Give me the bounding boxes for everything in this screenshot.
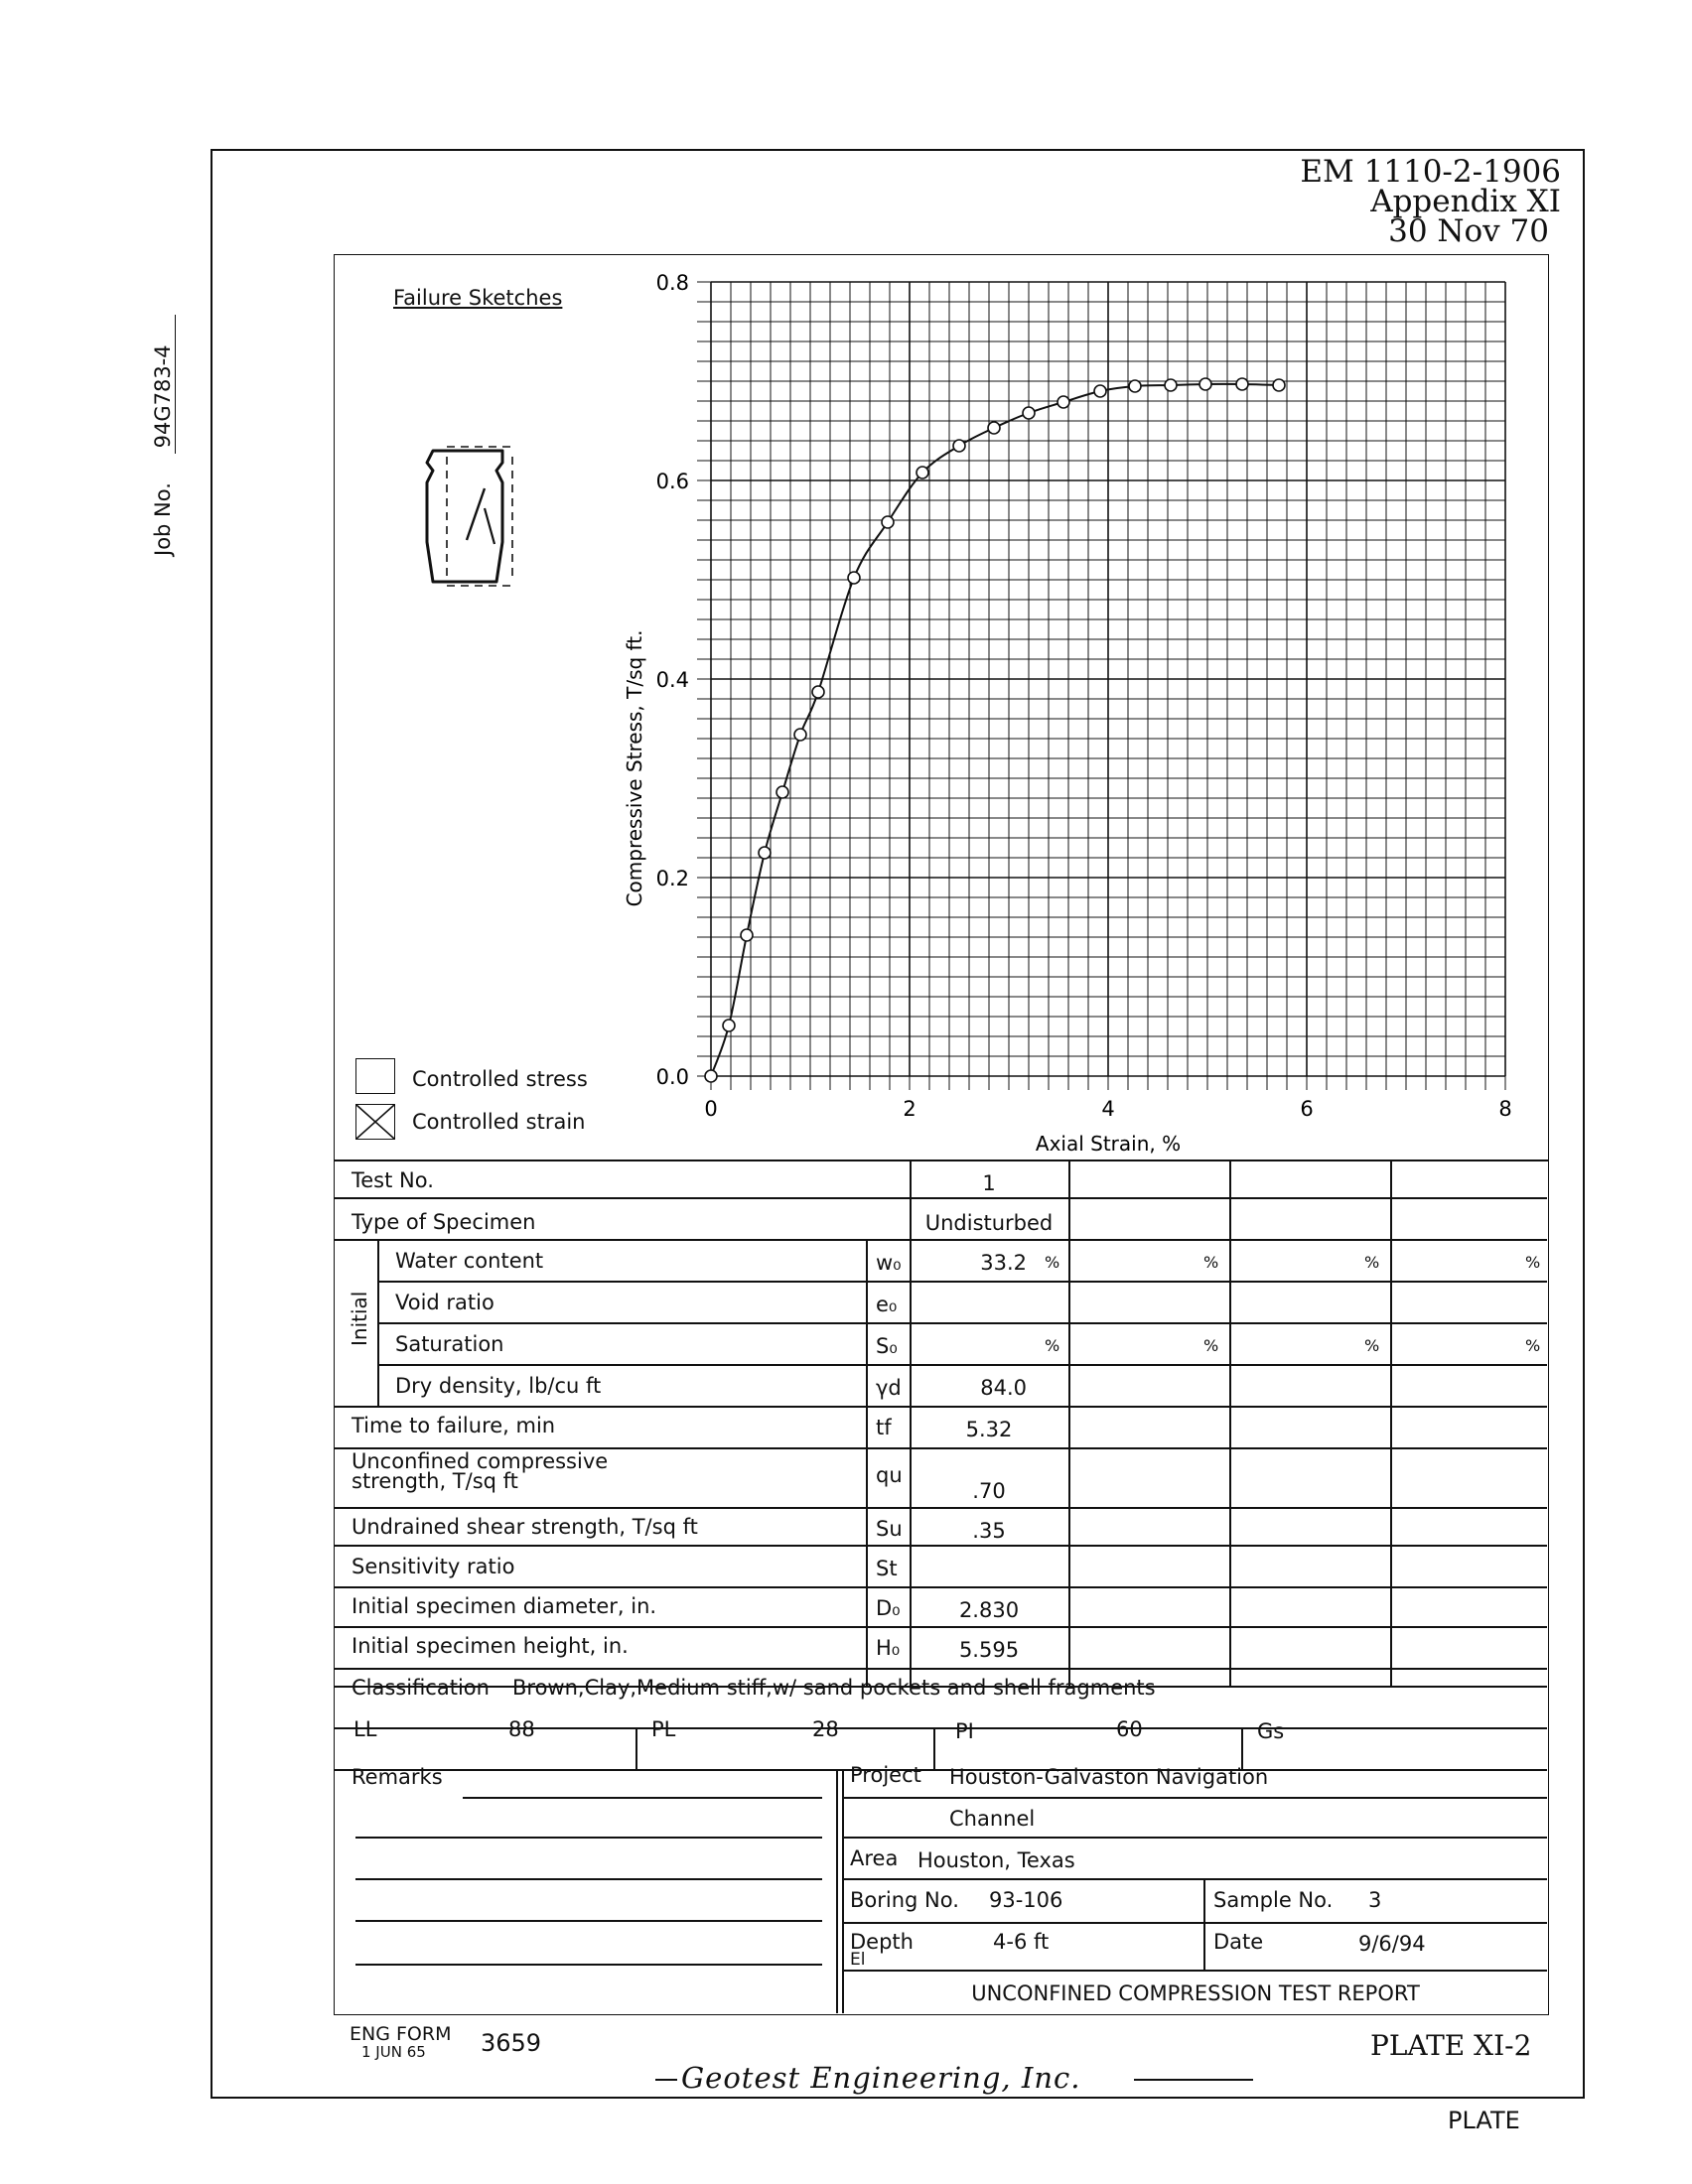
table-rule xyxy=(334,1197,1547,1199)
unit-percent: % xyxy=(1364,1336,1380,1355)
table-rule xyxy=(334,1545,1547,1547)
table-rule xyxy=(377,1281,1547,1283)
project-name-line2: Channel xyxy=(949,1807,1036,1831)
other-row-value: 2.830 xyxy=(958,1598,1020,1622)
data-point xyxy=(705,1070,717,1082)
initial-row-label: Water content xyxy=(395,1249,544,1273)
project-divider xyxy=(1203,1878,1205,1970)
project-rule xyxy=(844,1970,1547,1972)
other-row-symbol: D₀ xyxy=(876,1596,901,1620)
pi-label: PI xyxy=(955,1719,974,1743)
test-no-label: Test No. xyxy=(352,1168,434,1192)
data-point xyxy=(848,572,860,584)
remarks-line xyxy=(355,1964,822,1966)
unit-percent: % xyxy=(1045,1336,1060,1355)
date-label: Date xyxy=(1213,1930,1264,1954)
company-name: Geotest Engineering, Inc. xyxy=(681,2061,1081,2095)
table-rule xyxy=(334,1406,1547,1408)
y-tick-label: 0.4 xyxy=(655,668,689,692)
y-axis-label: Compressive Stress, T/sq ft. xyxy=(623,629,646,907)
report-title: UNCONFINED COMPRESSION TEST REPORT xyxy=(971,1981,1420,2005)
project-rule xyxy=(844,1837,1547,1839)
initial-row-symbol: e₀ xyxy=(876,1293,898,1316)
area-label: Area xyxy=(850,1846,899,1870)
project-rule xyxy=(844,1922,1547,1924)
data-point xyxy=(1273,379,1285,391)
table-rule xyxy=(334,1507,1547,1509)
em-number: EM 1110-2-1906 xyxy=(1300,154,1561,190)
ll-value: 88 xyxy=(508,1717,535,1741)
y-tick-label: 0.2 xyxy=(655,867,689,890)
other-row-symbol: Su xyxy=(876,1517,903,1541)
other-row-value: .70 xyxy=(972,1479,1006,1503)
table-rule xyxy=(334,1668,1547,1670)
test-no-value: 1 xyxy=(982,1171,996,1195)
x-tick-label: 6 xyxy=(1300,1097,1314,1121)
table-rule xyxy=(334,1239,1547,1241)
other-row-value: 5.32 xyxy=(965,1418,1013,1441)
remarks-label: Remarks xyxy=(352,1765,443,1789)
table-rule xyxy=(334,1626,1547,1628)
boring-label: Boring No. xyxy=(850,1888,959,1912)
classification-label: Classification xyxy=(352,1676,490,1700)
sample-label: Sample No. xyxy=(1213,1888,1334,1912)
unit-percent: % xyxy=(1203,1253,1219,1272)
company-rule-right xyxy=(1134,2079,1253,2081)
initial-row-label: Dry density, lb/cu ft xyxy=(395,1374,602,1398)
header-date: 30 Nov 70 xyxy=(1388,213,1549,249)
remarks-divider xyxy=(836,1769,838,2013)
check-x-icon xyxy=(356,1105,394,1139)
unit-percent: % xyxy=(1525,1253,1541,1272)
sample-value: 3 xyxy=(1368,1888,1382,1912)
data-point xyxy=(953,440,965,452)
unit-percent: % xyxy=(1203,1336,1219,1355)
other-row-symbol: tf xyxy=(876,1416,892,1439)
table-rule xyxy=(334,1769,1547,1771)
initial-row-value: 33.2 xyxy=(980,1251,1027,1275)
other-row-label: Unconfined compressive strength, T/sq ft xyxy=(352,1449,609,1493)
el-label: El xyxy=(850,1950,866,1970)
initial-row-label: Void ratio xyxy=(395,1291,494,1314)
depth-value: 4-6 ft xyxy=(993,1930,1050,1954)
data-point xyxy=(723,1020,735,1031)
initial-row-symbol: γd xyxy=(876,1376,902,1400)
controlled-strain-label: Controlled strain xyxy=(412,1110,586,1134)
unit-percent: % xyxy=(1364,1253,1380,1272)
data-point xyxy=(1129,380,1141,392)
other-row-symbol: St xyxy=(876,1557,898,1580)
pl-label: PL xyxy=(651,1717,676,1741)
other-row-label: Time to failure, min xyxy=(352,1414,556,1437)
x-tick-label: 4 xyxy=(1101,1097,1115,1121)
project-name-line1: Houston-Galvaston Navigation xyxy=(949,1765,1269,1789)
date-value: 9/6/94 xyxy=(1358,1932,1426,1956)
initial-row-symbol: w₀ xyxy=(876,1251,902,1275)
data-point xyxy=(741,929,753,941)
classification-value: Brown,Clay,Medium stiff,w/ sand pockets and shell fragments xyxy=(512,1676,1156,1700)
project-rule xyxy=(844,1878,1547,1880)
x-tick-label: 2 xyxy=(903,1097,916,1121)
x-tick-label: 8 xyxy=(1498,1097,1512,1121)
initial-row-label: Saturation xyxy=(395,1332,504,1356)
other-row-value: .35 xyxy=(972,1519,1006,1543)
remarks-line xyxy=(355,1878,822,1880)
job-label: Job No. xyxy=(151,482,175,556)
eng-form-date: 1 JUN 65 xyxy=(361,2043,426,2061)
symbol-divider xyxy=(866,1239,868,1686)
eng-form-block xyxy=(350,2025,451,2061)
pl-value: 28 xyxy=(812,1717,839,1741)
eng-form-number: 3659 xyxy=(481,2029,542,2057)
initial-row-symbol: S₀ xyxy=(876,1334,898,1358)
unit-percent: % xyxy=(1045,1253,1060,1272)
controlled-stress-label: Controlled stress xyxy=(412,1067,588,1091)
plate-bottom-label: PLATE xyxy=(1448,2107,1520,2134)
depth-label: Depth xyxy=(850,1930,914,1954)
atterberg-divider xyxy=(635,1727,637,1769)
table-rule xyxy=(377,1322,1547,1324)
other-row-symbol: H₀ xyxy=(876,1636,901,1660)
ll-label: LL xyxy=(353,1717,377,1741)
controlled-strain-checkbox xyxy=(355,1104,395,1140)
eng-form-label: ENG FORM xyxy=(350,2023,452,2045)
data-point xyxy=(1094,385,1106,397)
controlled-stress-checkbox xyxy=(355,1058,395,1094)
data-point xyxy=(812,686,824,698)
initial-group-label: Initial xyxy=(348,1291,371,1346)
specimen-type-label: Type of Specimen xyxy=(352,1210,536,1234)
data-point xyxy=(776,786,788,798)
document-header xyxy=(1300,154,1561,249)
other-row-symbol: qu xyxy=(876,1463,903,1487)
gs-label: Gs xyxy=(1257,1719,1285,1743)
y-tick-label: 0.8 xyxy=(655,271,689,295)
failure-sketch-drawing xyxy=(417,437,536,596)
unit-percent: % xyxy=(1525,1336,1541,1355)
remarks-line xyxy=(355,1837,822,1839)
other-row-label: Initial specimen height, in. xyxy=(352,1634,629,1658)
pi-value: 60 xyxy=(1116,1717,1143,1741)
data-point xyxy=(988,422,1000,434)
project-rule xyxy=(844,1797,1547,1799)
x-tick-label: 0 xyxy=(704,1097,718,1121)
company-rule-left xyxy=(655,2079,677,2081)
remarks-line xyxy=(463,1797,822,1799)
data-point xyxy=(916,467,928,478)
boring-value: 93-106 xyxy=(989,1888,1063,1912)
remarks-divider xyxy=(842,1769,844,2013)
initial-row-value: 84.0 xyxy=(980,1376,1027,1400)
other-row-label: Sensitivity ratio xyxy=(352,1555,515,1578)
x-axis-label: Axial Strain, % xyxy=(1035,1132,1182,1156)
other-row-label: Initial specimen diameter, in. xyxy=(352,1594,657,1618)
data-point xyxy=(794,729,806,741)
project-label: Project xyxy=(850,1763,921,1787)
area-value: Houston, Texas xyxy=(917,1848,1075,1872)
other-row-label: Undrained shear strength, T/sq ft xyxy=(352,1515,698,1539)
specimen-type-value: Undisturbed xyxy=(924,1211,1054,1235)
table-rule xyxy=(334,1586,1547,1588)
data-point xyxy=(1023,407,1035,419)
table-rule xyxy=(377,1364,1547,1366)
failure-sketches-title: Failure Sketches xyxy=(393,286,563,310)
job-value: 94G783-4 xyxy=(151,315,176,454)
remarks-line xyxy=(355,1920,822,1922)
y-tick-label: 0.6 xyxy=(655,470,689,493)
data-point xyxy=(882,516,894,528)
y-tick-label: 0.0 xyxy=(655,1065,689,1089)
data-point xyxy=(1165,379,1177,391)
data-point xyxy=(1199,378,1211,390)
data-point xyxy=(1236,378,1248,390)
other-row-value: 5.595 xyxy=(958,1638,1020,1662)
data-point xyxy=(759,847,771,859)
plate-label: PLATE XI-2 xyxy=(1370,2029,1532,2062)
appendix-label: Appendix XI xyxy=(1370,184,1561,219)
data-point xyxy=(1058,396,1069,408)
atterberg-divider xyxy=(933,1727,935,1769)
atterberg-divider xyxy=(1241,1727,1243,1769)
stress-strain-chart xyxy=(596,268,1512,1156)
